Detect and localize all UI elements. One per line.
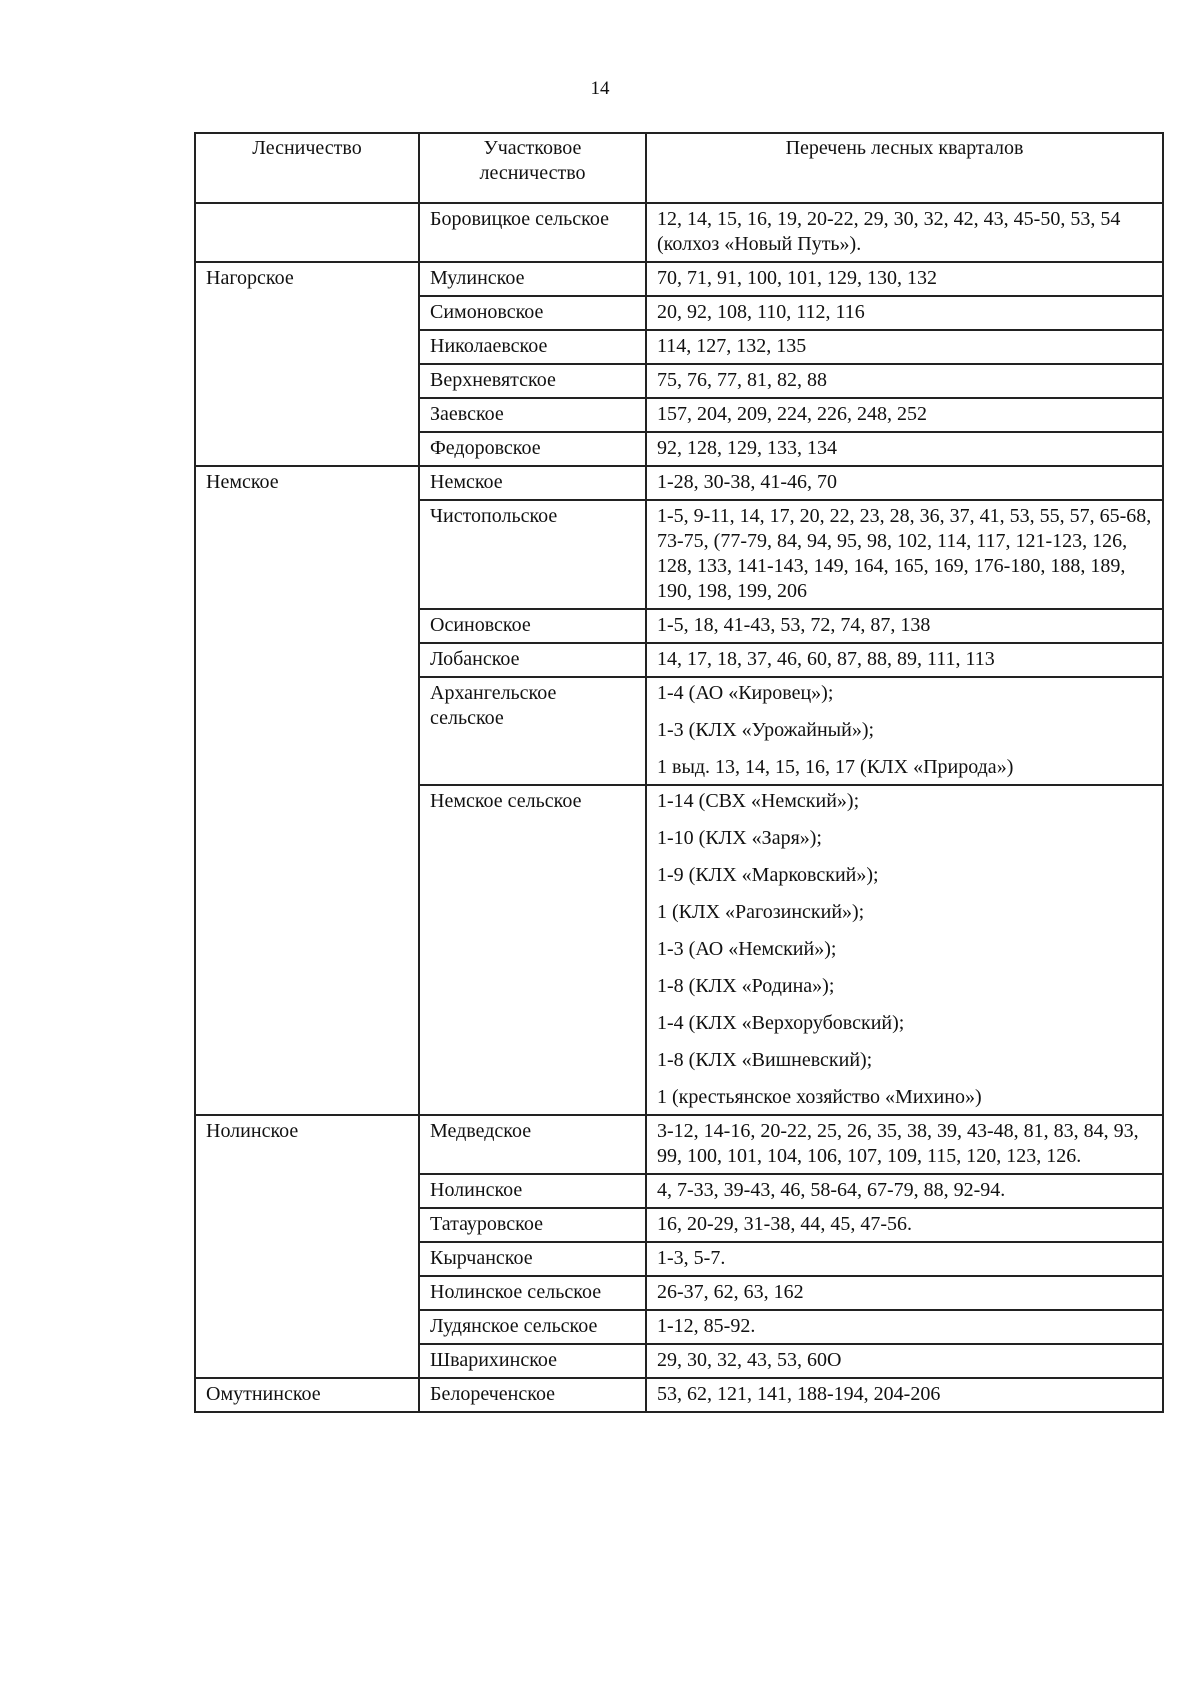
district-forestry-cell: Медведское [419, 1115, 646, 1174]
district-forestry-cell: Нолинское сельское [419, 1276, 646, 1310]
table-row [195, 466, 1163, 500]
header-forest-blocks: Перечень лесных кварталов [646, 133, 1163, 203]
district-forestry-cell: Шварихинское [419, 1344, 646, 1378]
header-forestry: Лесничество [195, 133, 419, 203]
forest-blocks-cell: 29, 30, 32, 43, 53, 60O [646, 1344, 1163, 1378]
forest-blocks-cell: 3-12, 14-16, 20-22, 25, 26, 35, 38, 39, 43-48, 81, 83, 84, 93, 99, 100, 101, 104, 106, 107, 109, 115, 120, 123, 126. [646, 1115, 1163, 1174]
forest-block-entry: 1-4 (КЛХ «Верхорубовский); [657, 1012, 905, 1034]
district-forestry-cell: Татауровское [419, 1208, 646, 1242]
forestry-cell: Нагорское [195, 262, 419, 466]
district-forestry-cell: Осиновское [419, 609, 646, 643]
forest-blocks-cell: 1-12, 85-92. [646, 1310, 1163, 1344]
forest-block-entry: 1-14 (СВХ «Немский»); [657, 790, 860, 812]
forest-blocks-cell: 70, 71, 91, 100, 101, 129, 130, 132 [646, 262, 1163, 296]
district-forestry-cell: Верхневятское [419, 364, 646, 398]
forest-blocks-cell: 16, 20-29, 31-38, 44, 45, 47-56. [646, 1208, 1163, 1242]
forest-block-entry: 1 выд. 13, 14, 15, 16, 17 (КЛХ «Природа») [657, 756, 1014, 778]
forestry-cell: Немское [195, 466, 419, 1115]
district-forestry-cell: Немское сельское [419, 785, 646, 1115]
table-body [195, 203, 1163, 1412]
forest-blocks-cell: 14, 17, 18, 37, 46, 60, 87, 88, 89, 111, 113 [646, 643, 1163, 677]
district-forestry-cell: Николаевское [419, 330, 646, 364]
forest-block-entry: 1 (крестьянское хозяйство «Михино») [657, 1086, 982, 1108]
district-forestry-cell: Чистопольское [419, 500, 646, 609]
table-row [195, 203, 1163, 262]
district-forestry-cell: Нолинское [419, 1174, 646, 1208]
forestry-cell: Нолинское [195, 1115, 419, 1378]
district-forestry-cell: Боровицкое сельское [419, 203, 646, 262]
table-row [195, 262, 1163, 296]
district-forestry-cell: Лудянское сельское [419, 1310, 646, 1344]
forest-blocks-cell: 92, 128, 129, 133, 134 [646, 432, 1163, 466]
forest-blocks-cell: 53, 62, 121, 141, 188-194, 204-206 [646, 1378, 1163, 1412]
forest-blocks-cell: 1-28, 30-38, 41-46, 70 [646, 466, 1163, 500]
page-number: 14 [590, 78, 610, 99]
district-forestry-cell: Кырчанское [419, 1242, 646, 1276]
district-forestry-cell: Лобанское [419, 643, 646, 677]
forest-blocks-cell: 1-3, 5-7. [646, 1242, 1163, 1276]
forest-block-entry: 1-8 (КЛХ «Родина»); [657, 975, 835, 997]
district-forestry-cell: Немское [419, 466, 646, 500]
header-district-forestry: Участковое лесничество [419, 133, 646, 203]
forest-block-entry: 1 (КЛХ «Рагозинский»); [657, 901, 865, 923]
forest-blocks-cell: 12, 14, 15, 16, 19, 20-22, 29, 30, 32, 42, 43, 45-50, 53, 54 (колхоз «Новый Путь»). [646, 203, 1163, 262]
forest-block-entry: 1-9 (КЛХ «Марковский»); [657, 864, 879, 886]
forestry-cell [195, 203, 419, 262]
district-forestry-cell: Федоровское [419, 432, 646, 466]
forest-blocks-cell [646, 785, 1163, 1115]
forest-block-entry: 1-3 (КЛХ «Урожайный»); [657, 719, 875, 741]
forest-blocks-cell: 157, 204, 209, 224, 226, 248, 252 [646, 398, 1163, 432]
forest-blocks-table [194, 132, 1164, 1413]
forest-blocks-cell: 26-37, 62, 63, 162 [646, 1276, 1163, 1310]
table-row [195, 1378, 1163, 1412]
forest-block-entry: 1-3 (АО «Немский»); [657, 938, 837, 960]
table-row [195, 1115, 1163, 1174]
district-forestry-cell: Симоновское [419, 296, 646, 330]
district-forestry-cell: Архангельское сельское [419, 677, 646, 785]
district-forestry-cell: Заевское [419, 398, 646, 432]
district-forestry-cell: Белореченское [419, 1378, 646, 1412]
forest-blocks-cell: 1-5, 9-11, 14, 17, 20, 22, 23, 28, 36, 37, 41, 53, 55, 57, 65-68, 73-75, (77-79, 84, 94, 95, 98, 102, 114, 117, 121-123, 126, 128, 133, 141-143, 149, 164, 165, 169, 176-180, 188, 189, 190, 198, 199, 206 [646, 500, 1163, 609]
forest-blocks-cell [646, 677, 1163, 785]
forest-block-entry: 1-4 (АО «Кировец»); [657, 682, 834, 704]
forest-blocks-cell: 114, 127, 132, 135 [646, 330, 1163, 364]
table-header-row [195, 133, 1163, 203]
forest-blocks-cell: 20, 92, 108, 110, 112, 116 [646, 296, 1163, 330]
district-forestry-cell: Мулинское [419, 262, 646, 296]
forest-block-entry: 1-10 (КЛХ «Заря»); [657, 827, 822, 849]
forest-blocks-cell: 1-5, 18, 41-43, 53, 72, 74, 87, 138 [646, 609, 1163, 643]
forest-blocks-cell: 4, 7-33, 39-43, 46, 58-64, 67-79, 88, 92-94. [646, 1174, 1163, 1208]
forest-block-entry: 1-8 (КЛХ «Вишневский); [657, 1049, 873, 1071]
forest-blocks-cell: 75, 76, 77, 81, 82, 88 [646, 364, 1163, 398]
forestry-cell: Омутнинское [195, 1378, 419, 1412]
